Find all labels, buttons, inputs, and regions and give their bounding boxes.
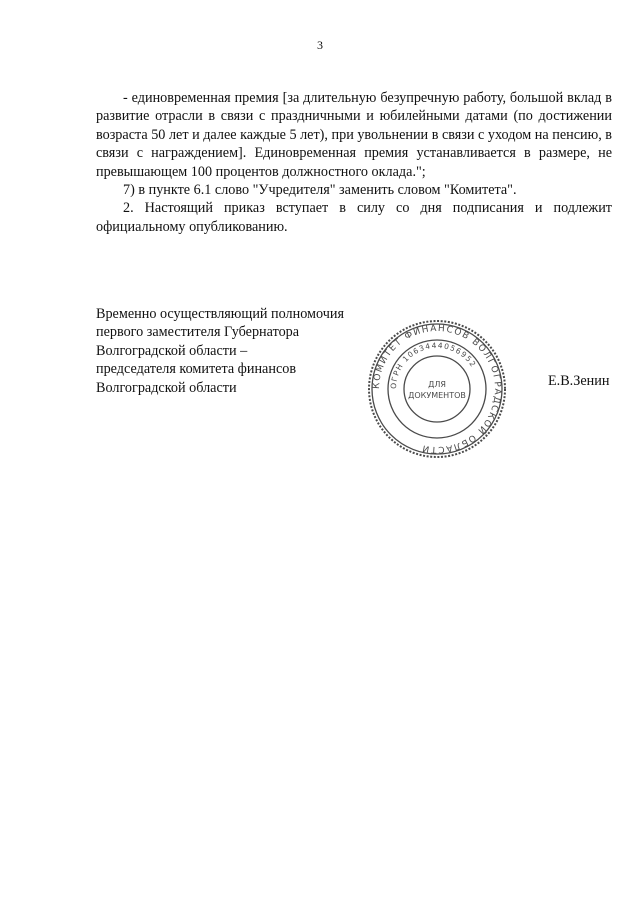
signatory-title-line: первого заместителя Губернатора	[96, 324, 300, 341]
signatory-title-line: Временно осуществляющий полномочия	[96, 306, 345, 322]
document-body	[96, 89, 612, 236]
signatory-name: Е.В.Зенин	[548, 373, 610, 389]
seal-center-text: ДОКУМЕНТОВ	[408, 391, 466, 400]
signatory-title-line: Волгоградской области –	[96, 342, 248, 359]
seal-outer-text: КОМИТЕТ ФИНАНСОВ ВОЛГОГРАДСКОЙ ОБЛАСТИ	[371, 323, 503, 455]
paragraph-bonus: - единовременная премия [за длительную безупречную работу, большой вклад в развитие отрасли в связи с праздничными и юбилейными датами (по достижении возраста 50 лет и далее каждые 5 лет), при увольнении в связи с уходом на пенсию, в связи с награждением]. Единовременная премия устанавливается в размере, не превышающем 100 процентов должностного оклада.";	[96, 90, 612, 180]
paragraph-item-7: 7) в пункте 6.1 слово "Учредителя" заменить словом "Комитета".	[123, 182, 517, 199]
signatory-title-line: Волгоградской области	[96, 379, 237, 396]
official-seal	[366, 318, 508, 460]
seal-center-text: ДЛЯ	[428, 380, 446, 389]
seal-inner-text: ОГРН 1063444056952	[388, 340, 479, 390]
official-seal-graphic	[366, 318, 508, 460]
signatory-title-line: председателя комитета финансов	[96, 361, 297, 378]
paragraph-effective-date: 2. Настоящий приказ вступает в силу со дня подписания и подлежит официальному опубликованию.	[96, 200, 612, 235]
signatory-title	[96, 305, 396, 397]
page-number: 3	[317, 38, 323, 52]
